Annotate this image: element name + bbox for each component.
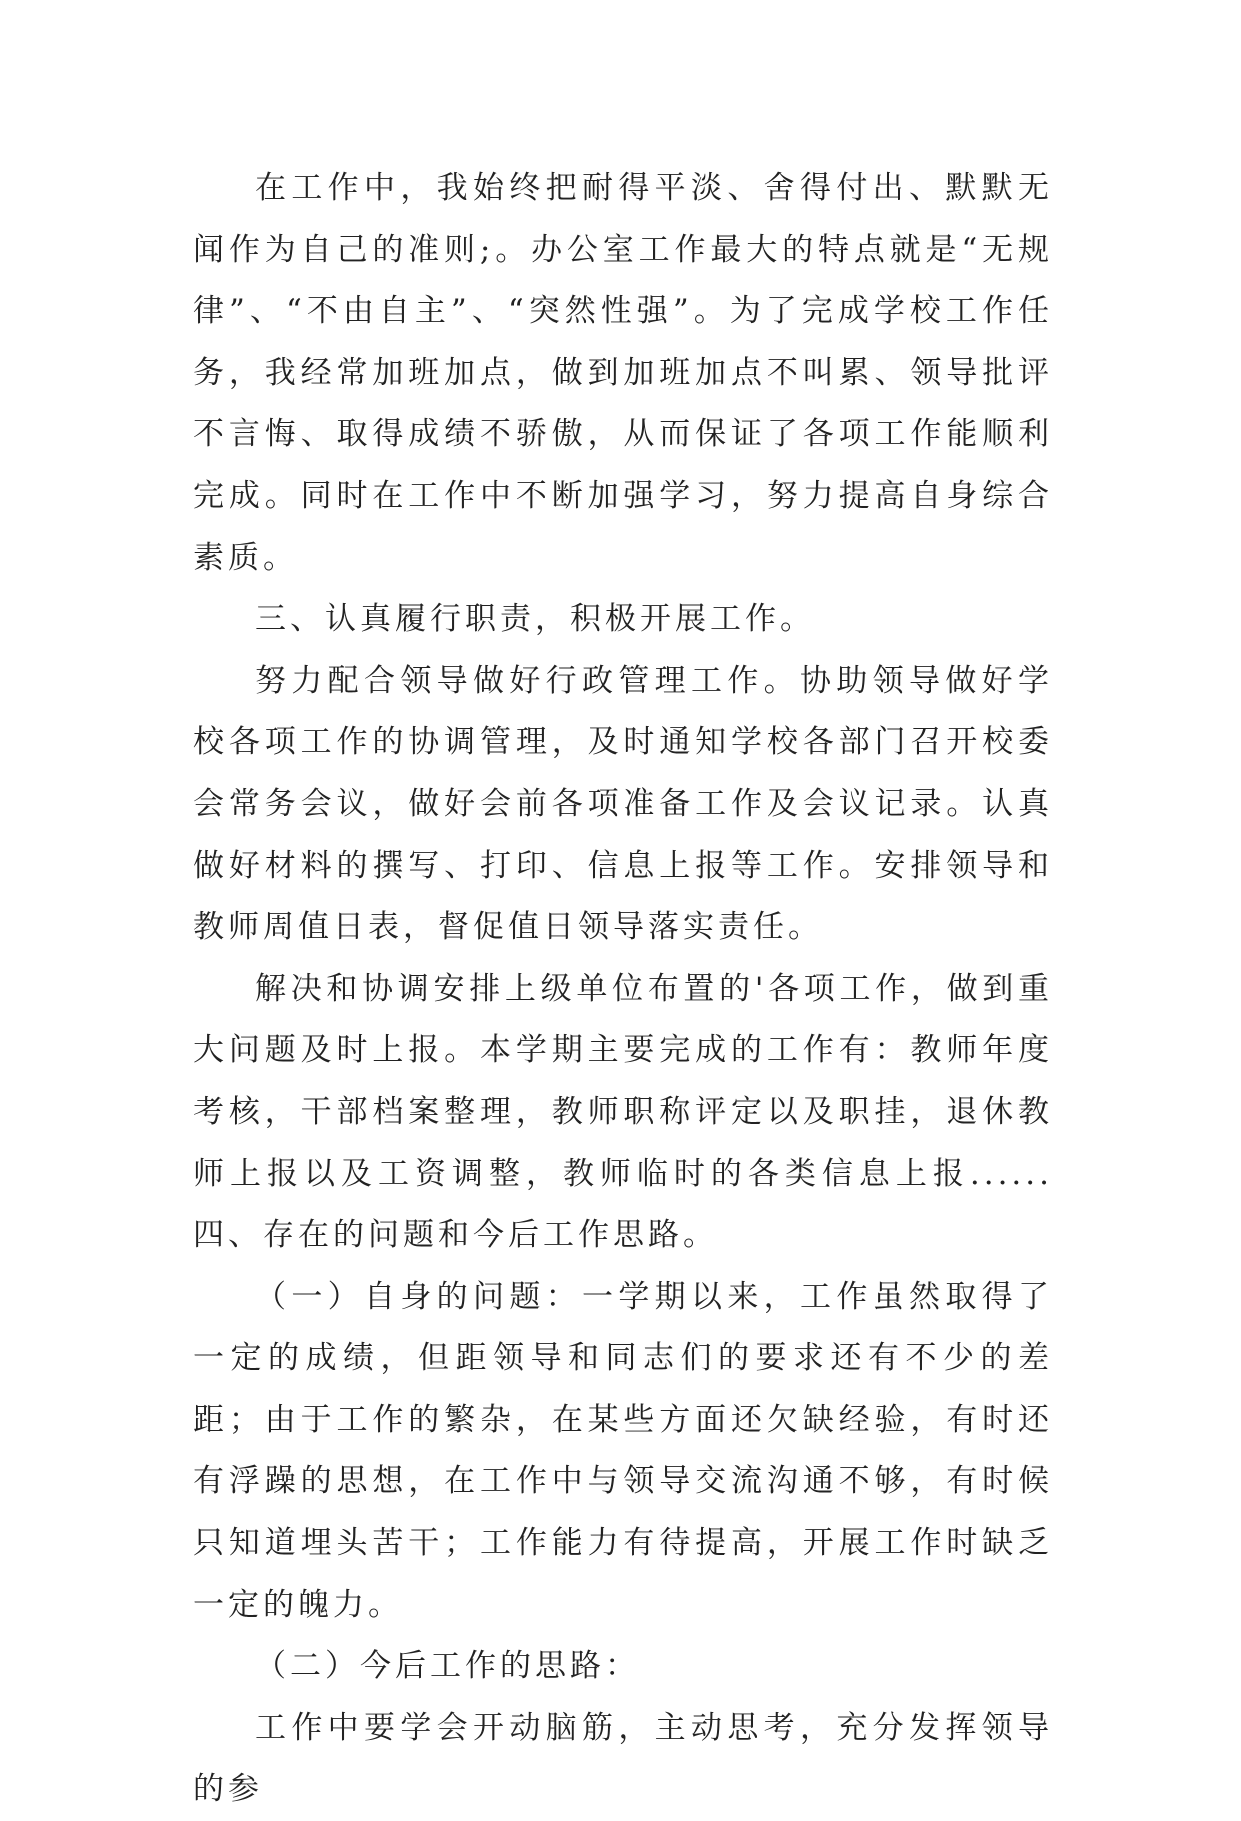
paragraph-admin-management: 努力配合领导做好行政管理工作。协助领导做好学校各项工作的协调管理，及时通知学校各部门召开校委会常务会议，做好会前各项准备工作及会议记录。认真做好材料的撰写、打印、信息上报等工作。安排领导和教师周值日表，督促值日领导落实责任。 — [193, 662, 1053, 946]
paragraph-future-work: 工作中要学会开动脑筋，主动思考，充分发挥领导的参 — [193, 1709, 1053, 1808]
paragraph-own-problems: （一）自身的问题：一学期以来，工作虽然取得了一定的成绩，但距领导和同志们的要求还有不少的差距；由于工作的繁杂，在某些方面还欠缺经验，有时还有浮躁的思想，在工作中与领导交流沟通不够，有时候只知道埋头苦干；工作能力有待提高，开展工作时缺乏一定的魄力。 — [193, 1278, 1053, 1623]
paragraph-work-principles: 在工作中，我始终把耐得平淡、舍得付出、默默无闻作为自己的准则;。办公室工作最大的特点就是“无规律”、“不由自主”、“突然性强”。为了完成学校工作任务，我经常加班加点，做到加班加点不叫累、领导批评不言悔、取得成绩不骄傲，从而保证了各项工作能顺利完成。同时在工作中不断加强学习，努力提高自身综合素质。 — [193, 170, 1053, 576]
section-heading-duties: 三、认真履行职责，积极开展工作。 — [255, 601, 815, 638]
subheading-future-ideas: （二）今后工作的思路： — [255, 1648, 640, 1685]
document-page — [193, 158, 1053, 1821]
paragraph-coordination-tasks: 解决和协调安排上级单位布置的'各项工作，做到重大问题及时上报。本学期主要完成的工作有：教师年度考核，干部档案整理，教师职称评定以及职挂，退休教师上报以及工资调整，教师临时的各类信息上报...... 四、存在的问题和今后工作思路。 — [193, 970, 1053, 1254]
